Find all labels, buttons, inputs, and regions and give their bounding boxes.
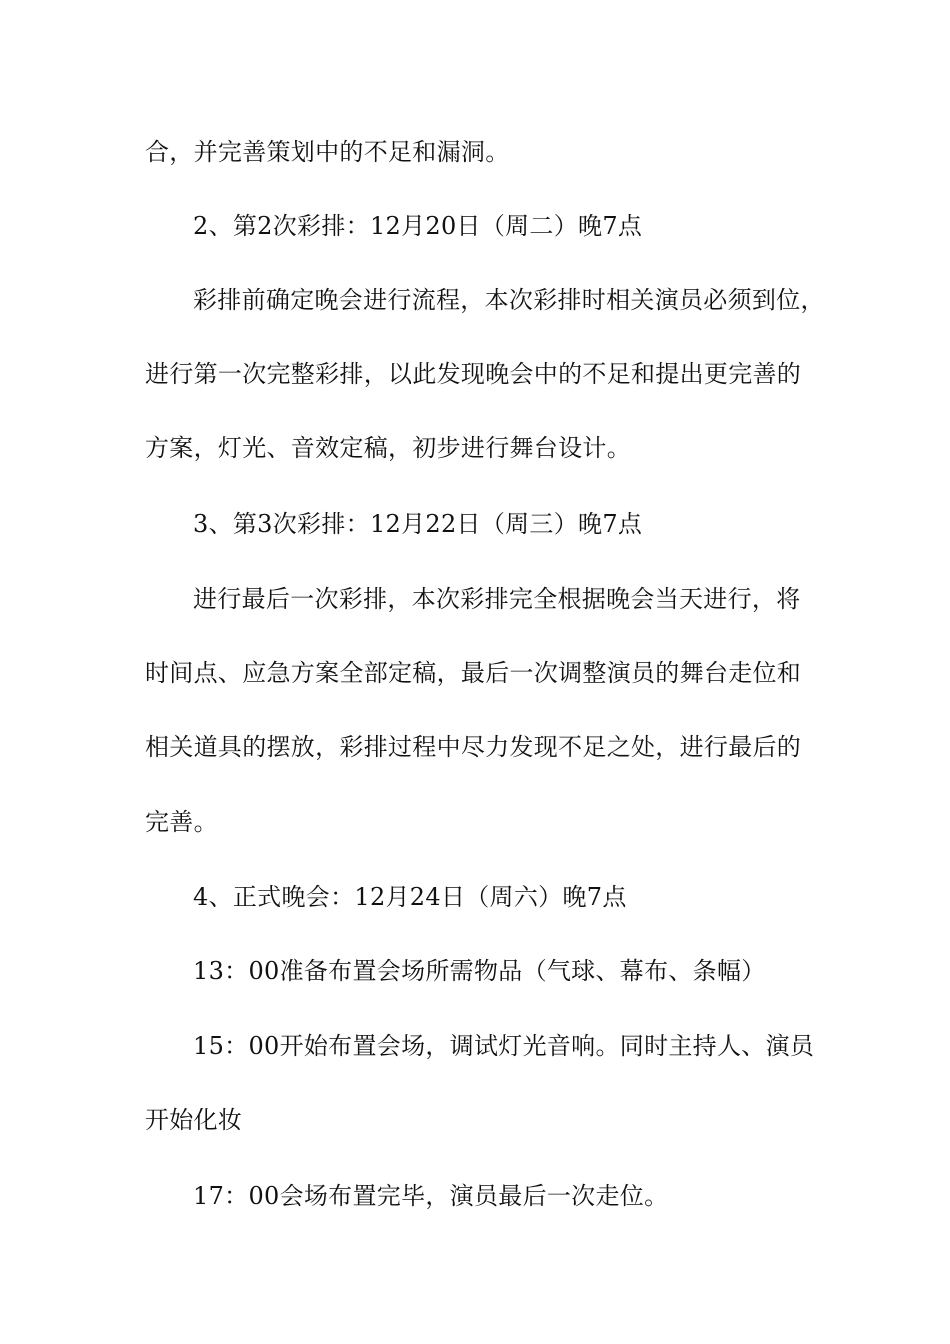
paragraph-line: 相关道具的摆放，彩排过程中尽力发现不足之处，进行最后的 bbox=[145, 733, 802, 761]
schedule-item: 15：00开始布置会场，调试灯光音响。同时主持人、演员 bbox=[193, 1032, 815, 1060]
paragraph-line: 进行第一次完整彩排，以此发现晚会中的不足和提出更完善的 bbox=[145, 360, 802, 388]
paragraph-line: 时间点、应急方案全部定稿，最后一次调整演员的舞台走位和 bbox=[145, 659, 802, 687]
paragraph-line: 合，并完善策划中的不足和漏洞。 bbox=[145, 138, 510, 166]
paragraph-line: 完善。 bbox=[145, 808, 218, 836]
schedule-item: 13：00准备布置会场所需物品（气球、幕布、条幅） bbox=[193, 957, 766, 985]
section-heading-rehearsal-3: 3、第3次彩排：12月22日（周三）晚7点 bbox=[193, 510, 643, 538]
schedule-item: 17：00会场布置完毕，演员最后一次走位。 bbox=[193, 1182, 669, 1210]
section-heading-official-gala: 4、正式晚会：12月24日（周六）晚7点 bbox=[193, 883, 627, 911]
paragraph-line: 方案，灯光、音效定稿，初步进行舞台设计。 bbox=[145, 434, 631, 462]
section-heading-rehearsal-2: 2、第2次彩排：12月20日（周二）晚7点 bbox=[193, 212, 643, 240]
paragraph-line: 彩排前确定晚会进行流程，本次彩排时相关演员必须到位， bbox=[193, 286, 825, 314]
paragraph-line: 开始化妆 bbox=[145, 1106, 243, 1134]
paragraph-line: 进行最后一次彩排，本次彩排完全根据晚会当天进行，将 bbox=[193, 585, 801, 613]
